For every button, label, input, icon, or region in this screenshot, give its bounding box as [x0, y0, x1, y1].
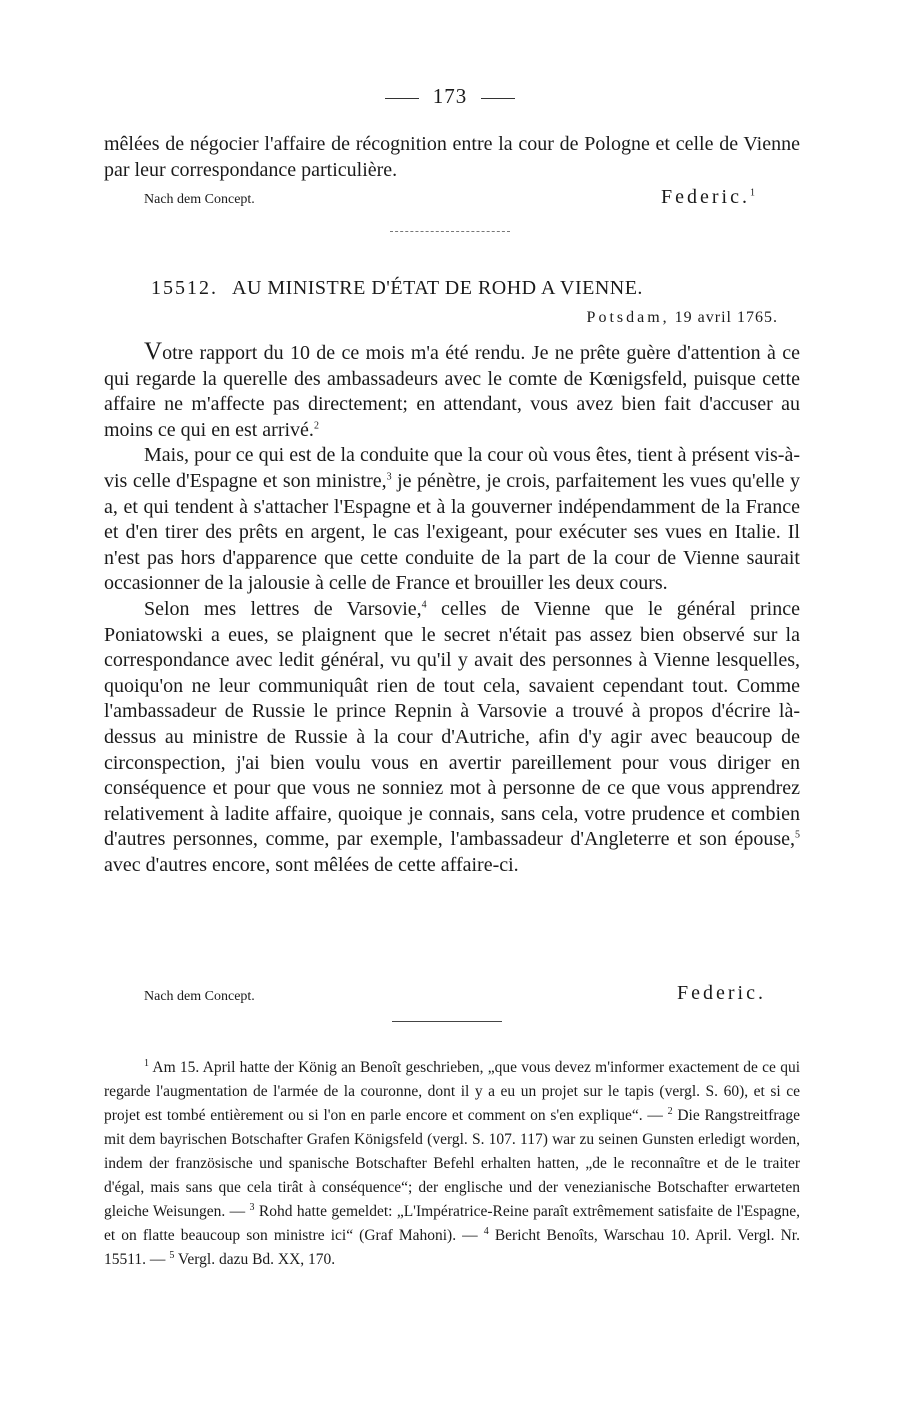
letter-number: 15512. [151, 277, 218, 299]
footnote-3-text: Rohd hatte gemeldet: „L'Impératrice-Reine paraît extrêmement satisfaite de l'Espagne, et on flatte beaucoup son ministre ici“ (Graf Mahoni). — [104, 1203, 800, 1244]
letter-heading [151, 277, 643, 300]
continuation-signature-text: Federic. [661, 186, 750, 208]
footnote-2-text: Die Rangstreitfrage mit dem bayrischen Botschafter Grafen Königsfeld (vergl. S. 107. 117) war zu seinen Gunsten erledigt worden, indem der französische und spanische Botschafter Befehl erhalten hatten, „de le reconnaître et de le traiter d'égal, mais sans que cela tirât à conséquence“; der englische und der venezianische Botschafter erwarteten gleiche Weisungen. — [104, 1107, 800, 1220]
letter-paragraph-1-text: otre rapport du 10 de ce mois m'a été rendu. Je ne prête guère d'attention à ce qui regarde la querelle des ambassadeurs avec le comte de Kœnigsfeld, puisque cette affaire ne m'affecte pas directement; en attendant, vous avez bien fait d'accuser au moins ce qui en est arrivé. [104, 342, 800, 441]
footnote-4-text: Bericht Benoîts, Warschau 10. April. Vergl. Nr. 15511. — [104, 1227, 800, 1268]
letter-date: 19 avril 1765. [674, 309, 778, 326]
letter-paragraph-2 [104, 443, 800, 597]
footnote-1-text: Am 15. April hatte der König an Benoît geschrieben, „que vous devez m'informer exactement de ce qui regarde l'augmentation de l'armée de la couronne, dont il y a eu un projet sur le tapis (vergl. S. 60), et si ce projet est tombé entièrement ou si l'on en parle encore et comment on s'en explique“. — [104, 1059, 800, 1124]
footnote-2-marker: 2 [667, 1105, 673, 1117]
continuation-signature-footnote-ref: 1 [749, 187, 755, 199]
page-number-dash-right [481, 98, 515, 99]
letter-initial: V [144, 338, 163, 365]
continuation-text [104, 132, 800, 183]
letter-signature: Federic. [677, 982, 766, 1004]
page-number-line [0, 84, 900, 109]
letter-title: AU MINISTRE D'ÉTAT DE ROHD A VIENNE. [232, 277, 643, 299]
letter-paragraph-1 [104, 339, 800, 443]
letter-paragraph-3-text-c: avec d'autres encore, sont mêlées de cette affaire-ci. [104, 853, 519, 876]
letter-dateline [587, 309, 778, 327]
footnote-5-text: Vergl. dazu Bd. XX, 170. [174, 1251, 336, 1268]
footnote-4-marker: 4 [483, 1225, 489, 1237]
section-divider-dashed [390, 231, 510, 232]
continuation-paragraph: mêlées de négocier l'affaire de récognition entre la cour de Pologne et celle de Vienne par leur correspondance particulière. [104, 133, 800, 181]
footnote-1-marker: 1 [144, 1057, 149, 1069]
letter-paragraph-3-text-a: Selon mes lettres de Varsovie, [144, 597, 422, 620]
page-number: 173 [432, 84, 468, 108]
footnote-divider [392, 1021, 502, 1022]
letter-paragraph-2-text-b: je pénètre, je crois, parfaitement les vues qu'elle y a, et qui tendent à s'attacher l'Espagne et à la gouverner indépendamment de la France et d'en tirer des prêts en argent, le cas l'exigeant, pour exécuter ses vues en Italie. Il n'est pas hors d'apparence que cette conduite de la part de la cour de Vienne saurait occasionner de la jalousie à celle de France et brouiller les deux cours. [104, 469, 800, 595]
continuation-source-note: Nach dem Concept. [144, 192, 255, 207]
footnotes-paragraph [104, 1056, 800, 1272]
continuation-signature [661, 186, 755, 209]
page-number-dash-left [385, 98, 419, 99]
footnote-ref-4: 4 [421, 599, 427, 611]
footnote-ref-2: 2 [313, 420, 319, 432]
letter-place: Potsdam, [586, 309, 670, 326]
letter-paragraph-3 [104, 597, 800, 879]
footnotes [104, 1056, 800, 1272]
letter-source-note: Nach dem Concept. [144, 989, 255, 1004]
footnote-ref-3: 3 [386, 471, 392, 483]
footnote-3-marker: 3 [249, 1201, 255, 1213]
footnote-5-marker: 5 [169, 1249, 175, 1261]
letter-paragraph-3-text-b: celles de Vienne que le général prince Poniatowski a eues, se plaignent que le secret n'était pas assez bien observé sur la correspondance avec ledit général, vu qu'il y avait des personnes à Vienne lesquelles, quoiqu'on ne leur communiquât rien de tout cela, savaient cependant tout. Comme l'ambassadeur de Russie le prince Repnin à Varsovie a trouvé à propos d'écrire là-dessus au ministre de Russie à la cour d'Autriche, afin d'y agir avec beaucoup de circonspection, j'ai bien voulu vous en avertir pareillement pour vous diriger en conséquence et pour que vous ne sonniez mot à personne de ce que vous apprendrez relativement à ladite affaire, quoique je connais, sans cela, votre prudence et combien d'autres personnes, comme, par exemple, l'ambassadeur d'Angleterre et son épouse, [104, 597, 800, 851]
letter-paragraph-2-text-a: Mais, pour ce qui est de la conduite que la cour où vous êtes, tient à présent vis-à-vis celle d'Espagne et son ministre, [104, 444, 800, 492]
letter-body [104, 339, 800, 878]
footnote-ref-5: 5 [795, 829, 800, 841]
